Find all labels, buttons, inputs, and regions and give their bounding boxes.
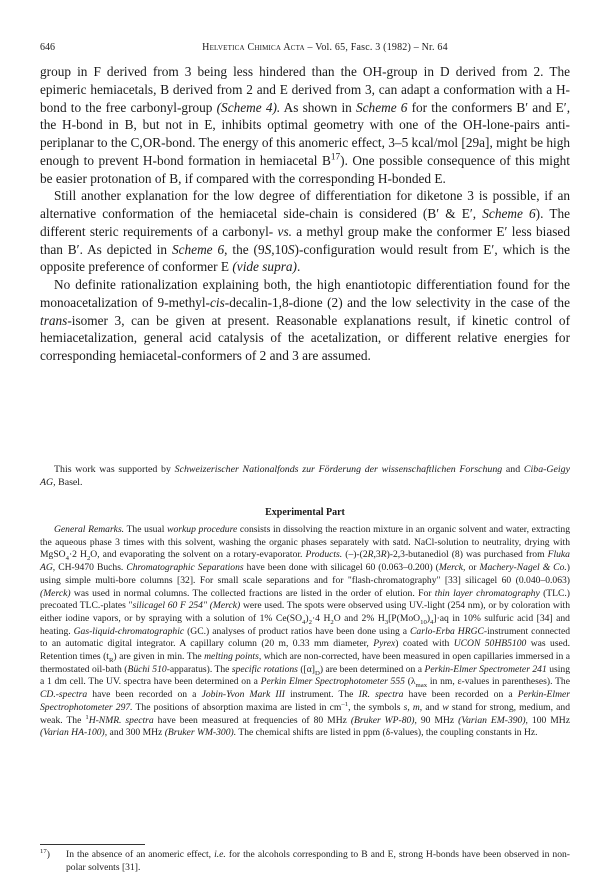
paragraph-rationalization: No definite rationalization explaining both, the high enantiotopic differentiation found for the monoacetalization of 9-methyl-cis-decalin-1,8-dione (2) and the low selectivity in the case of the trans-isomer 3, can be given at present. Reasonable explanations result, if kinetic control of hemiacetalization, general acid catalysis of the acetalization, or different relative energies for corresponding hemiacetal-conformers of 2 and 3 are assumed. bbox=[40, 277, 570, 363]
footnote-divider bbox=[40, 844, 145, 845]
experimental-general-remarks: General Remarks. The usual workup procedure consists in dissolving the reaction mixture in an organic solvent and water, extracting the aqueous phase 3 times with this solvent, washing the organic phases separately with satd. NaCl-solution to neutrality, drying with MgSO$_4$·2 $H_2O$, and evaporating the solvent on a rotary-evaporator. Products. (–)-(2R,3R)-2,3-butanediol (8) was purchased from Fluka AG, CH-9470 Buchs. Chromatographic Separations have been done with silicagel 60 (0.063–0.200) (Merck, or Machery-Nagel & Co.) using simple multi-bore columns [32]. For small scale separations and for "flash-chromatography" [33] silicagel 60 (0.040–0.063) (Merck) was used in normal columns. The collected fractions are listed in the order of elution. For thin layer chromatography (TLC.) precoated TLC.-plates "silicagel 60 F 254" (Merck) were used. The spots were observed using UV.-light (254 nm), or by coloration with either iodine vapors, or by spraying with a solution of 1% $Ce(SO_4)_2\cdot 4$ $H_2O$ and 2% $H_3[P(MoO_{10})_4]\cdot aq$ in 10% sulfuric acid [34] and heating. Gas-liquid-chromatographic (GC.) analyses of product ratios have been done using a Carlo-Erba HRGC-instrument connected to an automatic digital integrator. A capillary column (20 m, 0.33 mm diameter, Pyrex) coated with UCON 50HB5100 was used. Retention times $(t_R)$ are given in min. The melting points, which are non-corrected, have been measured in open capillaries immersed in a thermostated oil-bath (Büchi 510-apparatus). The specific rotations $([\alpha]_D)$ are been determined on a Perkin-Elmer Spectrometer 241 using a 1 dm cell. The UV. spectra have been determined on a Perkin Elmer Spectrophotometer 555 ($\lambda_{max}$ in nm, ε-values in parentheses). The CD.-spectra have been recorded on a Jobin-Yvon Mark III instrument. The IR. spectra have been recorded on a Perkin-Elmer Spectrophotometer 297. The positions of absorption maxima are listed in $cm^{-1}$, the symbols s, m, and w stand for strong, medium, and weak. The $^1$H-NMR. spectra have been measured at frequencies of 80 MHz (Bruker WP-80), 90 MHz (Varian EM-390), 100 MHz (Varian HA-100), and 300 MHz (Bruker WM-300). The chemical shifts are listed in ppm (δ-values), the coupling constants in Hz. bbox=[40, 524, 571, 739]
journal-issue: – Vol. 65, Fasc. 3 (1982) – Nr. 64 bbox=[307, 42, 448, 53]
journal-running-title bbox=[80, 42, 570, 53]
paragraph-hemiacetal-conformation: group in F derived from 3 being less hindered than the OH-group in D derived from 2. The epimeric hemiacetals, B derived from 2 and E derived from 3, can adapt a conformation with a H-bond to the free carbonyl-group (Scheme 4). As shown in Scheme 6 for the conformers B′ and E′, the H-bond in B, but not in E, inhibits optimal geometry with one of the OH-lone-pairs anti-periplanar to the C,OR-bond. The energy of this anomeric effect, 3–5 kcal/mol [29a], might be high enough to prevent H-bond formation in hemiacetal $B^{17}$). One possible consequence of this might be easier protonation of B, if compared with the corresponding H-bonded E. bbox=[40, 64, 571, 186]
acknowledgement: This work was supported by Schweizerischer Nationalfonds zur Förderung der wissenschaftlichen Forschung and Ciba-Geigy AG, Basel. bbox=[40, 464, 570, 488]
running-header bbox=[40, 42, 570, 53]
main-text bbox=[40, 63, 570, 365]
section-title: Experimental Part bbox=[265, 507, 345, 518]
footnote-mark: $^{17}$) bbox=[40, 847, 50, 860]
page-number: 646 bbox=[40, 42, 55, 53]
journal-name: Helvetica Chimica Acta bbox=[202, 42, 305, 53]
footnote bbox=[40, 849, 570, 874]
footnote-ref: 17 bbox=[330, 152, 341, 163]
paragraph-alternative-explanation: Still another explanation for the low degree of differentiation for diketone 3 is possible, if an alternative conformation of the hemiacetal side-chain is considered (B′ & E′, Scheme 6). The different steric requirements of a carbonyl- vs. a methyl group make the conformer E′ less biased than B′. As depicted in Scheme 6, the (9S,10S)-configuration would result from E′, which is the opposite preference of conformer E (vide supra). bbox=[40, 188, 571, 275]
footnote-text: In the absence of an anomeric effect, i.e. for the alcohols corresponding to B and E, strong H-bonds have been observed in non-polar solvents [31]. bbox=[66, 849, 571, 873]
